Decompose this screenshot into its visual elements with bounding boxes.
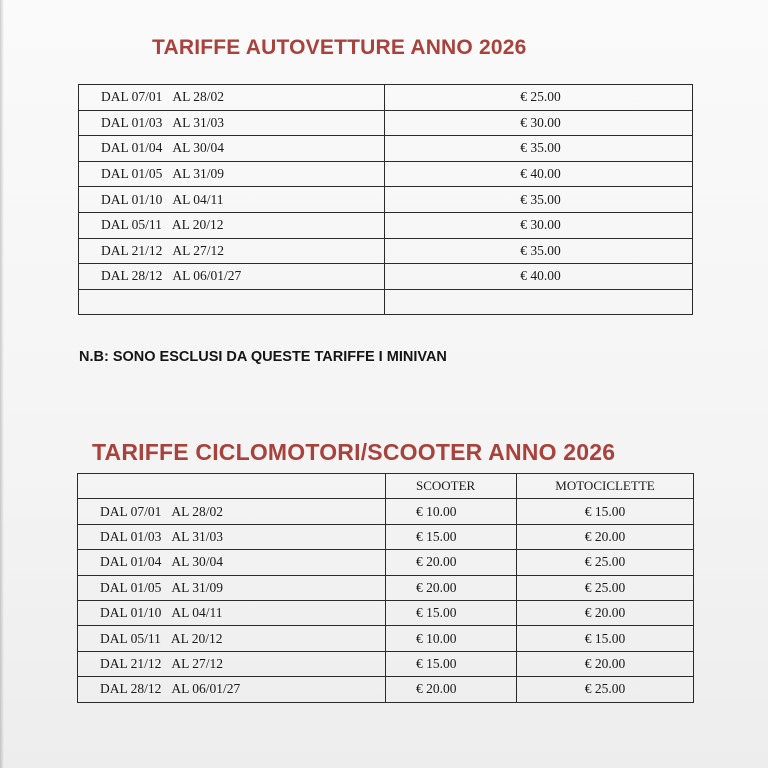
period-from: DAL 01/05 — [101, 166, 163, 182]
moto-title: TARIFFE CICLOMOTORI/SCOOTER ANNO 2026 — [92, 439, 616, 465]
period-to: AL 31/03 — [171, 528, 223, 544]
period-to: AL 27/12 — [171, 655, 223, 671]
moto-price-cell: € 15.00 — [517, 499, 694, 524]
period-cell — [78, 524, 386, 549]
period-from: DAL 01/04 — [100, 554, 162, 570]
moto-header-row — [78, 474, 694, 499]
period-from: DAL 05/11 — [101, 217, 162, 233]
period-cell — [79, 212, 385, 238]
period-cell — [78, 600, 386, 625]
period-from: DAL 21/12 — [101, 242, 163, 258]
period-cell — [78, 575, 386, 600]
period-to: AL 31/09 — [171, 579, 223, 595]
period-to: AL 20/12 — [171, 217, 224, 233]
scooter-price-cell: € 15.00 — [386, 651, 517, 676]
table-row — [78, 651, 694, 676]
period-to: AL 04/11 — [171, 605, 223, 621]
moto-price-cell: € 20.00 — [517, 651, 694, 676]
price-cell: € 40.00 — [385, 161, 693, 187]
period-to: AL 31/03 — [172, 114, 224, 130]
table-row — [79, 212, 693, 238]
period-to: AL 04/11 — [172, 191, 224, 207]
period-from: DAL 07/01 — [101, 89, 163, 105]
table-row — [78, 499, 694, 524]
period-cell — [79, 187, 385, 213]
table-row — [78, 626, 694, 651]
table-row — [79, 161, 693, 187]
period-cell — [79, 136, 385, 162]
header-empty-cell — [78, 474, 386, 499]
table-row — [79, 187, 693, 213]
price-cell: € 25.00 — [385, 85, 693, 111]
scooter-price-cell: € 10.00 — [386, 499, 517, 524]
period-to: AL 20/12 — [170, 630, 223, 646]
period-from: DAL 01/10 — [101, 191, 163, 207]
period-cell — [78, 499, 386, 524]
moto-price-cell: € 25.00 — [517, 550, 694, 575]
scooter-price-cell: € 15.00 — [386, 600, 517, 625]
moto-table-body — [78, 474, 694, 703]
price-cell: € 35.00 — [385, 187, 693, 213]
price-cell: € 40.00 — [385, 264, 693, 290]
header-motociclette: MOTOCICLETTE — [517, 474, 694, 499]
table-row — [78, 550, 694, 575]
period-from: DAL 28/12 — [100, 681, 162, 697]
period-from: DAL 28/12 — [101, 268, 163, 284]
table-row — [78, 575, 694, 600]
period-cell — [78, 677, 386, 702]
period-from: DAL 07/01 — [100, 503, 162, 519]
scooter-price-cell: € 20.00 — [386, 575, 517, 600]
period-from: DAL 01/03 — [100, 528, 162, 544]
moto-price-cell: € 25.00 — [517, 677, 694, 702]
moto-price-cell: € 20.00 — [517, 524, 694, 549]
period-to: AL 30/04 — [172, 140, 224, 156]
period-to: AL 06/01/27 — [171, 681, 241, 697]
scooter-price-cell: € 20.00 — [386, 550, 517, 575]
empty-row — [79, 289, 693, 315]
period-cell — [78, 626, 386, 651]
period-cell — [78, 550, 386, 575]
scooter-price-cell: € 10.00 — [386, 626, 517, 651]
price-cell: € 30.00 — [385, 212, 693, 238]
price-cell: € 35.00 — [385, 136, 693, 162]
price-cell: € 30.00 — [385, 110, 693, 136]
table-row — [78, 600, 694, 625]
empty-cell — [79, 289, 385, 315]
moto-price-cell: € 25.00 — [517, 575, 694, 600]
period-from: DAL 01/04 — [101, 140, 163, 156]
period-to: AL 28/02 — [171, 503, 223, 519]
period-from: DAL 21/12 — [100, 655, 162, 671]
cars-table-body — [79, 85, 693, 315]
table-row — [79, 85, 693, 111]
empty-cell — [385, 289, 693, 315]
scooter-price-cell: € 15.00 — [386, 524, 517, 549]
minivan-note: N.B: SONO ESCLUSI DA QUESTE TARIFFE I MINIVAN — [79, 349, 447, 365]
cars-tariff-table — [78, 84, 693, 315]
period-from: DAL 01/05 — [100, 579, 162, 595]
scooter-price-cell: € 20.00 — [386, 677, 517, 702]
table-row — [79, 136, 693, 162]
period-cell — [78, 651, 386, 676]
period-cell — [79, 110, 385, 136]
price-cell: € 35.00 — [385, 238, 693, 264]
period-cell — [79, 264, 385, 290]
table-row — [79, 264, 693, 290]
period-from: DAL 01/10 — [100, 605, 162, 621]
period-cell — [79, 161, 385, 187]
table-row — [78, 524, 694, 549]
table-row — [79, 238, 693, 264]
period-to: AL 27/12 — [172, 242, 224, 258]
page-edge-shadow — [0, 0, 4, 768]
table-row — [78, 677, 694, 702]
period-to: AL 30/04 — [171, 554, 223, 570]
period-to: AL 28/02 — [172, 89, 224, 105]
period-to: AL 31/09 — [172, 166, 224, 182]
moto-tariff-table — [77, 473, 694, 703]
period-cell — [79, 85, 385, 111]
moto-price-cell: € 15.00 — [517, 626, 694, 651]
table-row — [79, 110, 693, 136]
header-scooter: SCOOTER — [386, 474, 517, 499]
period-cell — [79, 238, 385, 264]
cars-title: TARIFFE AUTOVETTURE ANNO 2026 — [152, 36, 527, 59]
period-from: DAL 01/03 — [101, 114, 163, 130]
moto-price-cell: € 20.00 — [517, 600, 694, 625]
period-to: AL 06/01/27 — [172, 268, 242, 284]
period-from: DAL 05/11 — [100, 630, 161, 646]
